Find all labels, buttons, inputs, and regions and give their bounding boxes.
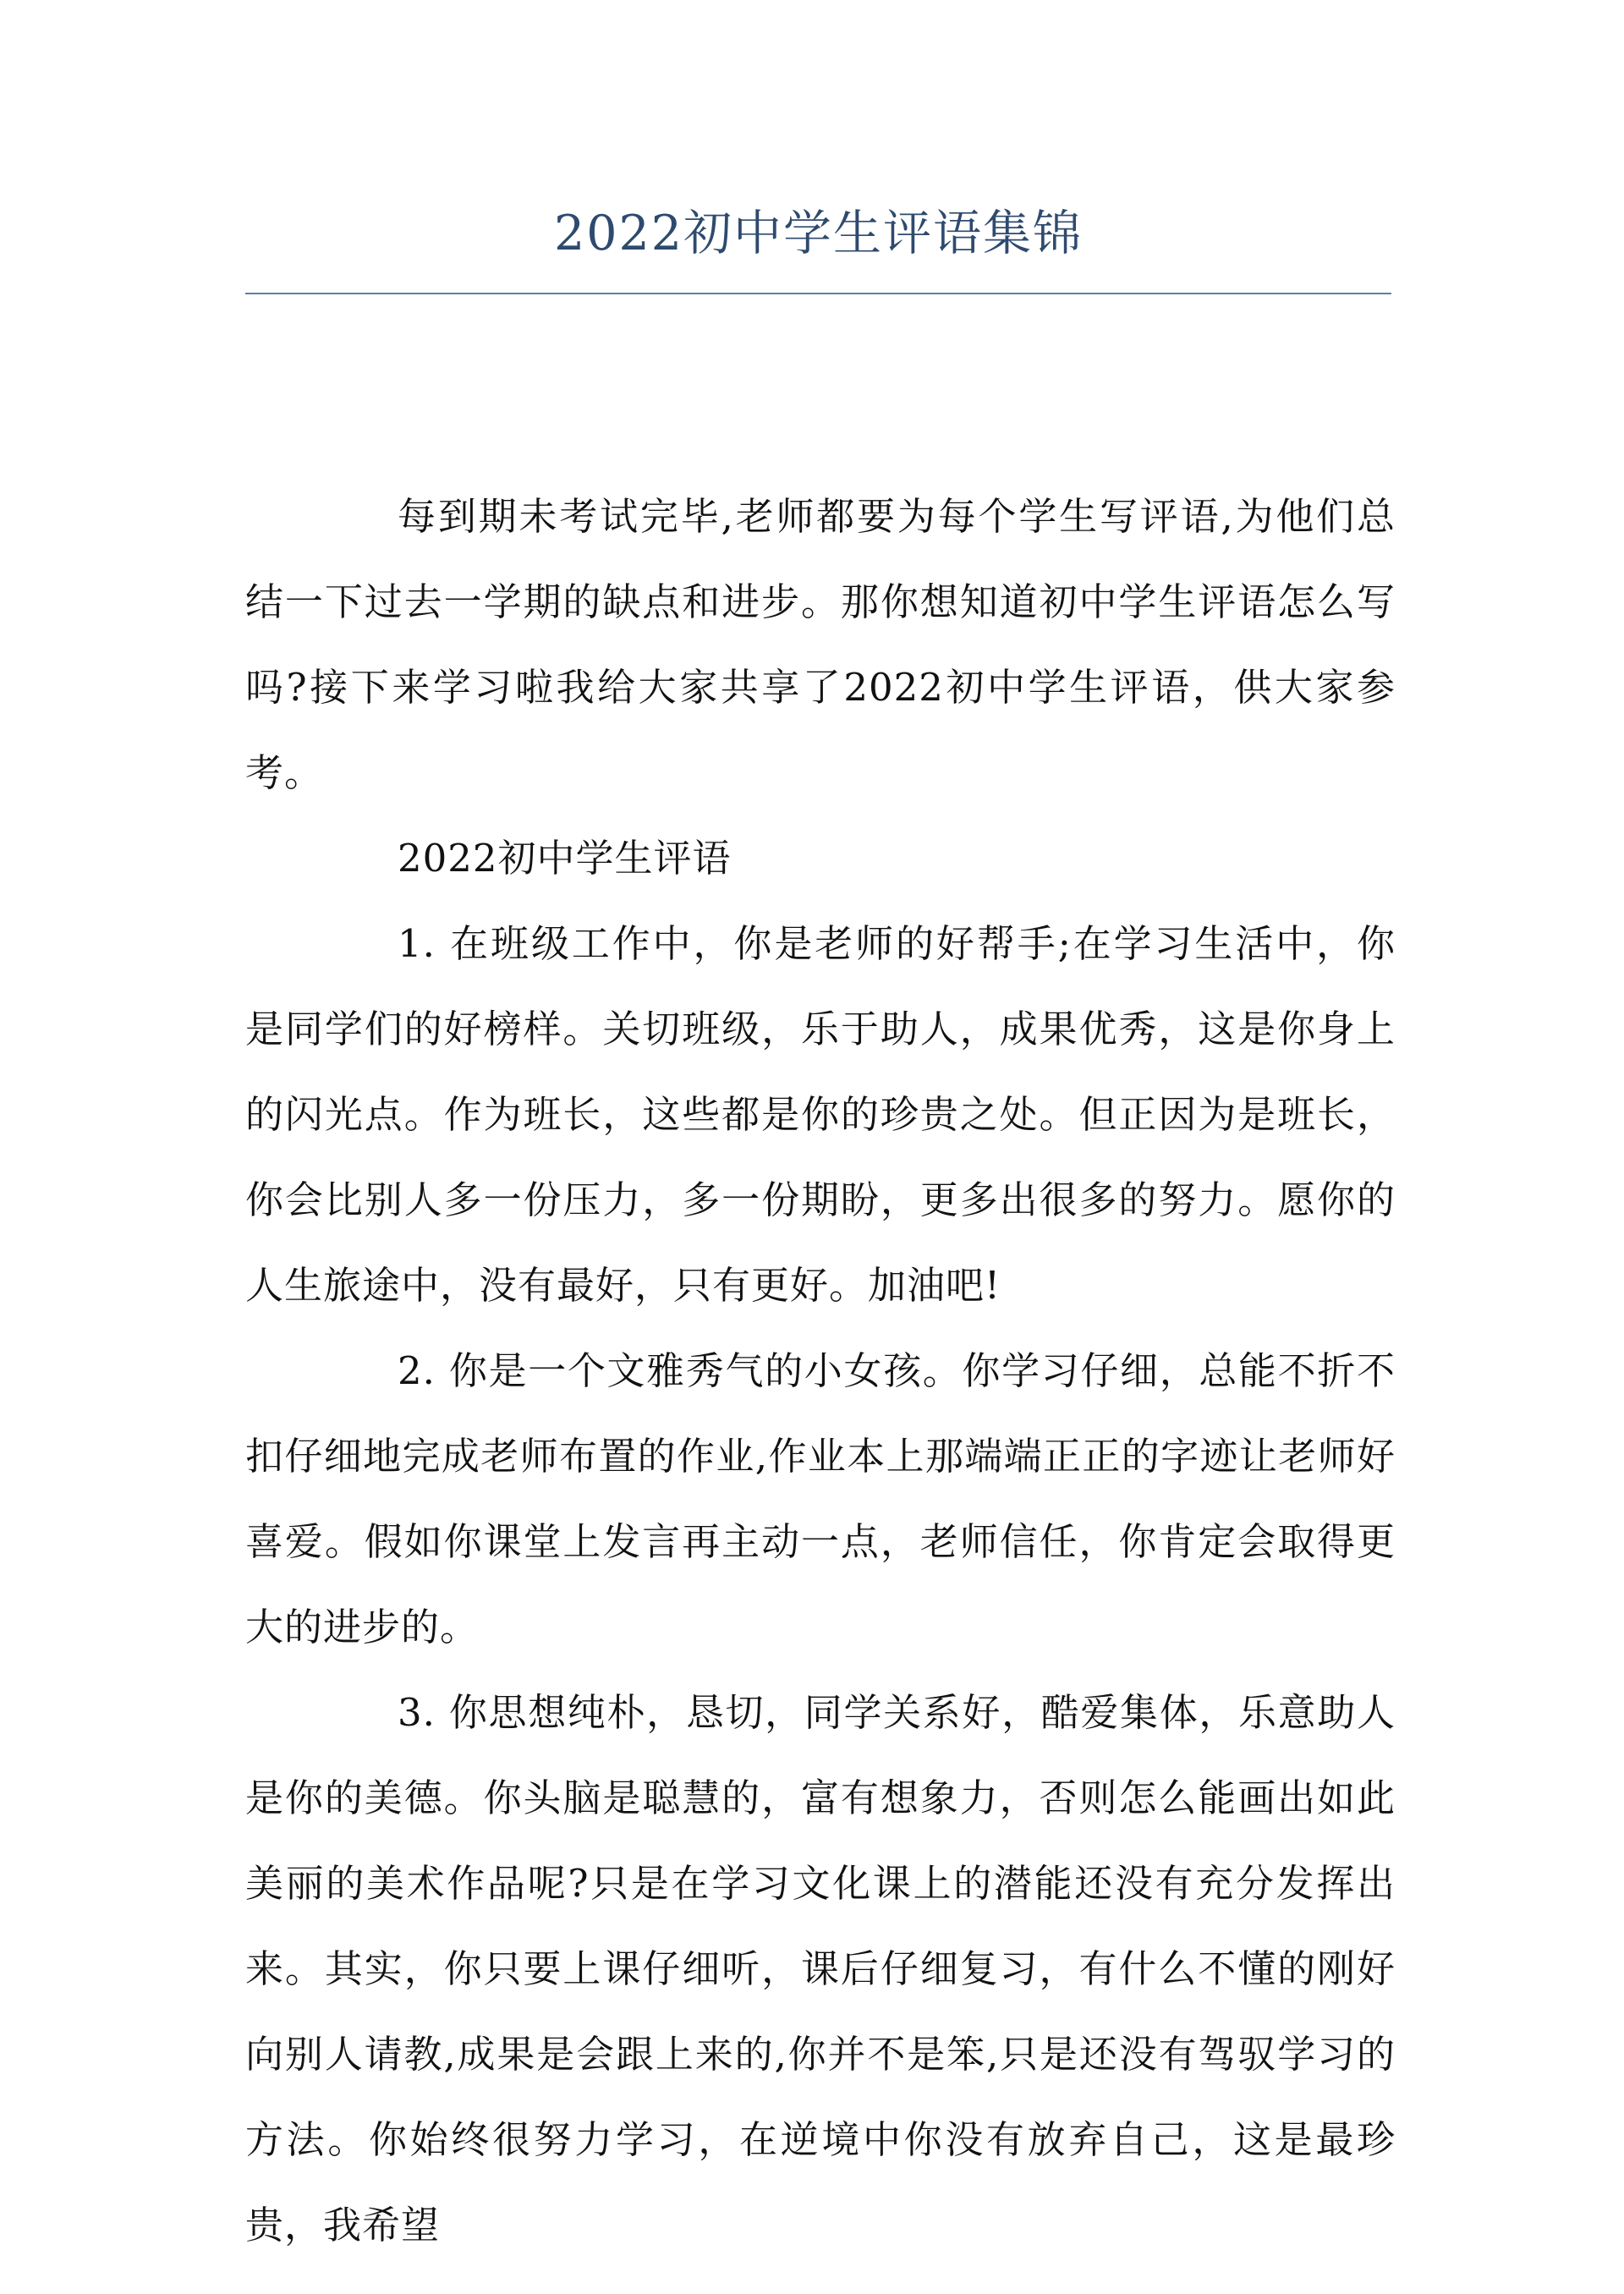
section-heading: 2022初中学生评语 xyxy=(398,836,732,881)
comment-item-3: 3. 你思想纯朴，恳切，同学关系好，酷爱集体，乐意助人是你的美德。你头脑是聪慧的，富有想象力，否则怎么能画出如此美丽的美术作品呢?只是在学习文化课上的潜能还没有充分发挥出来。其实，你只要上课仔细听，课后仔细复习，有什么不懂的刚好向别人请教,成果是会跟上来的,你并不是笨,只是还没有驾驭学习的方法。你始终很努力学习，在逆境中你没有放弃自己，这是最珍贵，我希望 xyxy=(245,1690,1396,2247)
intro-paragraph: 每到期未考试完毕,老师都要为每个学生写评语,为他们总结一下过去一学期的缺点和进步。那你想知道初中学生评语怎么写吗?接下来学习啦我给大家共享了2022初中学生评语，供大家参考。 xyxy=(245,494,1396,795)
comment-item-1: 1. 在班级工作中，你是老师的好帮手;在学习生活中，你是同学们的好榜样。关切班级，乐于助人，成果优秀，这是你身上的闪光点。作为班长，这些都是你的珍贵之处。但正因为是班长，你会比别人多一份压力，多一份期盼，更多出很多的努力。愿你的人生旅途中，没有最好，只有更好。加油吧! xyxy=(245,921,1396,1308)
comment-item-2: 2. 你是一个文雅秀气的小女孩。你学习仔细，总能不折不扣仔细地完成老师布置的作业,作业本上那端端正正的字迹让老师好喜爱。假如你课堂上发言再主动一点，老师信任，你肯定会取得更大的进步的。 xyxy=(245,1348,1396,1649)
document-body xyxy=(245,474,1396,2268)
document-title: 2022初中学生评语集锦 xyxy=(553,206,1084,261)
title-divider xyxy=(245,293,1391,294)
